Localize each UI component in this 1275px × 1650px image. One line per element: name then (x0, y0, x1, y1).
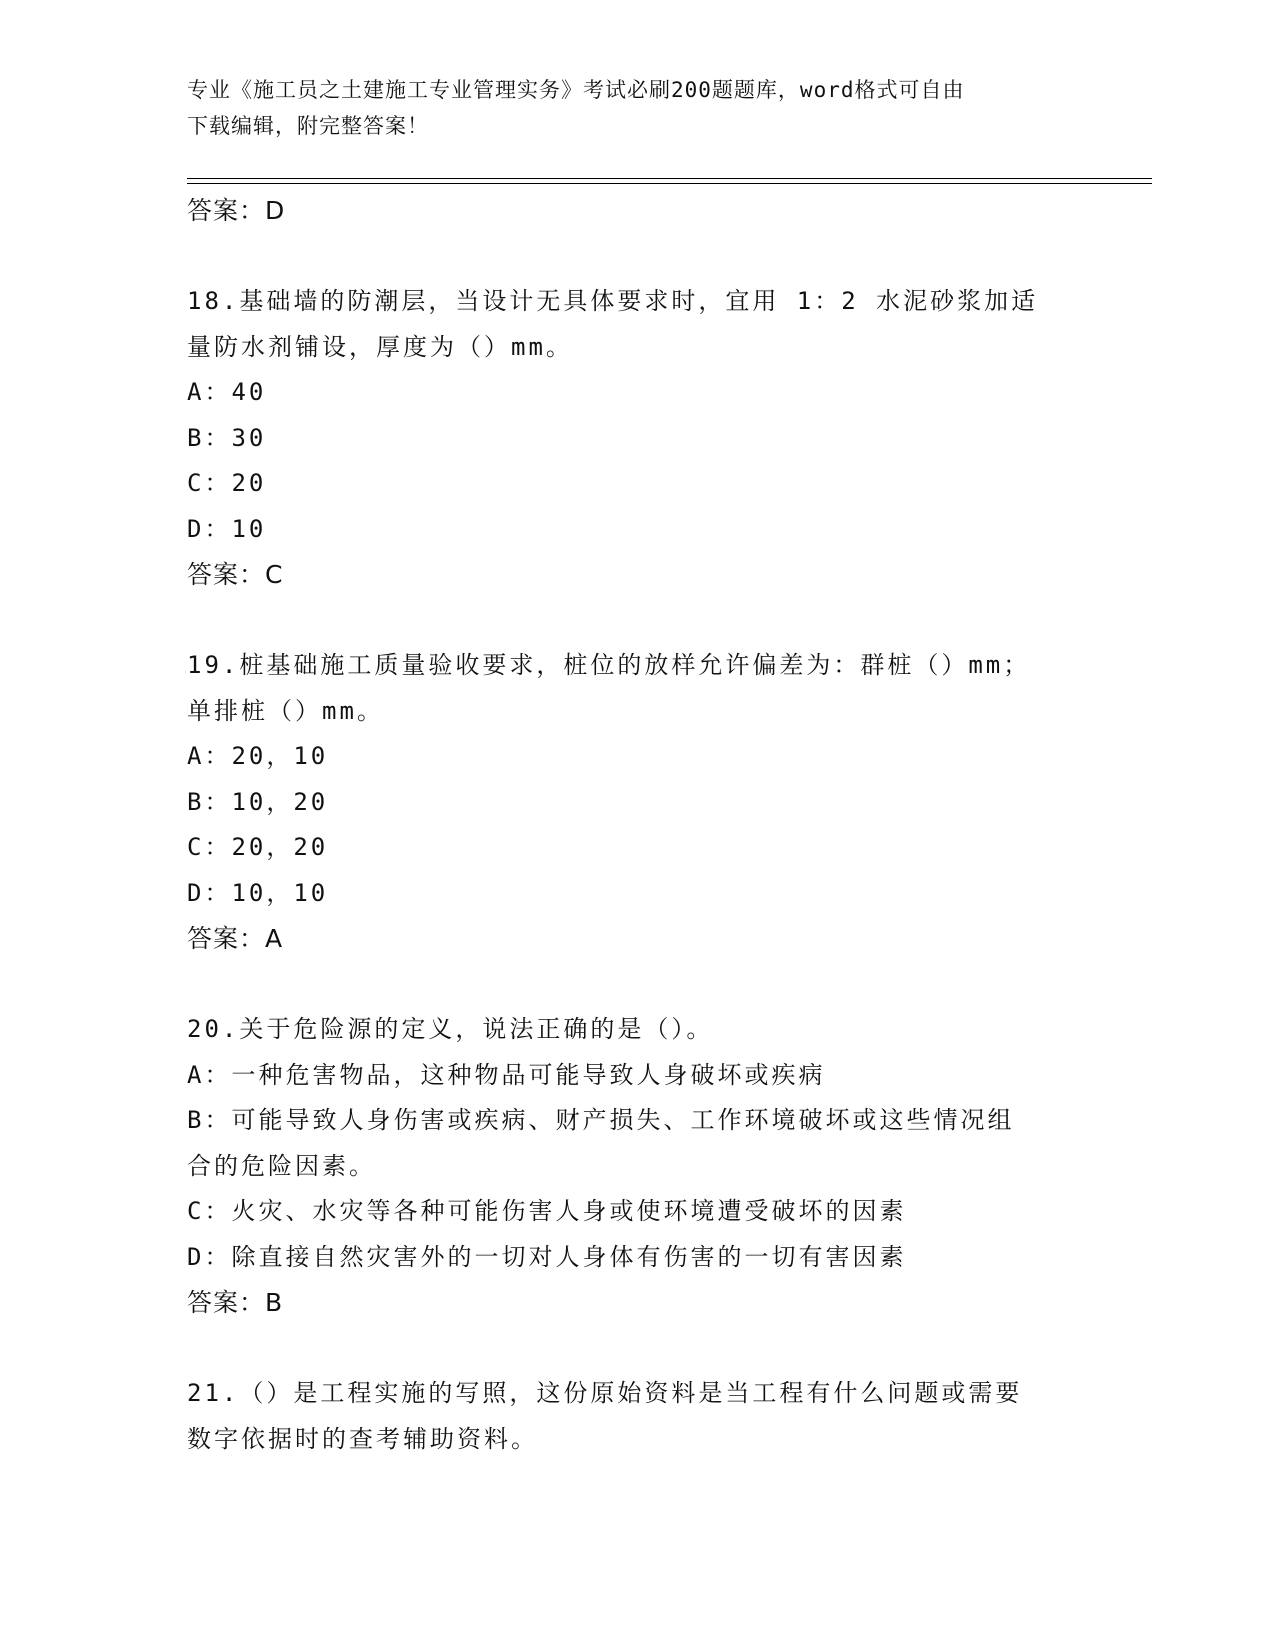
option-c: C：20 (187, 469, 267, 497)
option-b-continued: 合的危险因素。 (187, 1151, 376, 1180)
option-d: D：10，10 (187, 878, 329, 907)
question-stem-line: 20.关于危险源的定义，说法正确的是（）。 (187, 1015, 714, 1043)
option-d: D：除直接自然灾害外的一切对人身体有伤害的一切有害因素 (187, 1242, 907, 1271)
question-stem-line: 量防水剂铺设，厚度为（）mm。 (187, 332, 573, 361)
option-a: A：40 (187, 378, 267, 406)
question-20 (187, 1007, 1152, 1326)
question-stem-line: 18.基础墙的防潮层，当设计无具体要求时，宜用 1：2 水泥砂浆加适 (187, 287, 1039, 315)
previous-answer: 答案：D (187, 196, 286, 225)
question-stem-line: 21.（）是工程实施的写照，这份原始资料是当工程有什么问题或需要 (187, 1379, 1023, 1407)
header-divider-top (187, 178, 1152, 179)
answer-label: 答案：A (187, 924, 284, 953)
document-header (187, 72, 1087, 144)
question-18 (187, 279, 1152, 598)
option-a: A：20，10 (187, 742, 329, 770)
option-c: C：20，20 (187, 833, 329, 861)
header-line-2: 下载编辑，附完整答案！ (187, 114, 429, 138)
option-c: C：火灾、水灾等各种可能伤害人身或使环境遭受破坏的因素 (187, 1197, 907, 1225)
question-content (187, 188, 1152, 1462)
option-b: B：可能导致人身伤害或疾病、财产损失、工作环境破坏或这些情况组 (187, 1106, 1015, 1134)
header-divider-bottom (187, 183, 1152, 184)
option-b: B：10，20 (187, 787, 329, 816)
question-stem-line: 数字依据时的查考辅助资料。 (187, 1424, 538, 1453)
document-page (187, 0, 1152, 1650)
option-a: A：一种危害物品，这种物品可能导致人身破坏或疾病 (187, 1060, 826, 1089)
question-stem-line: 单排桩（）mm。 (187, 696, 384, 725)
question-stem-line: 19.桩基础施工质量验收要求，桩位的放样允许偏差为：群桩（）mm； (187, 651, 1031, 679)
question-21 (187, 1371, 1152, 1462)
question-19 (187, 643, 1152, 962)
option-b: B：30 (187, 423, 267, 452)
answer-label: 答案：C (187, 560, 284, 589)
header-line-1: 专业《施工员之土建施工专业管理实务》考试必刷200题题库，word格式可自由 (187, 78, 965, 102)
option-d: D：10 (187, 514, 267, 543)
answer-label: 答案：B (187, 1288, 284, 1317)
